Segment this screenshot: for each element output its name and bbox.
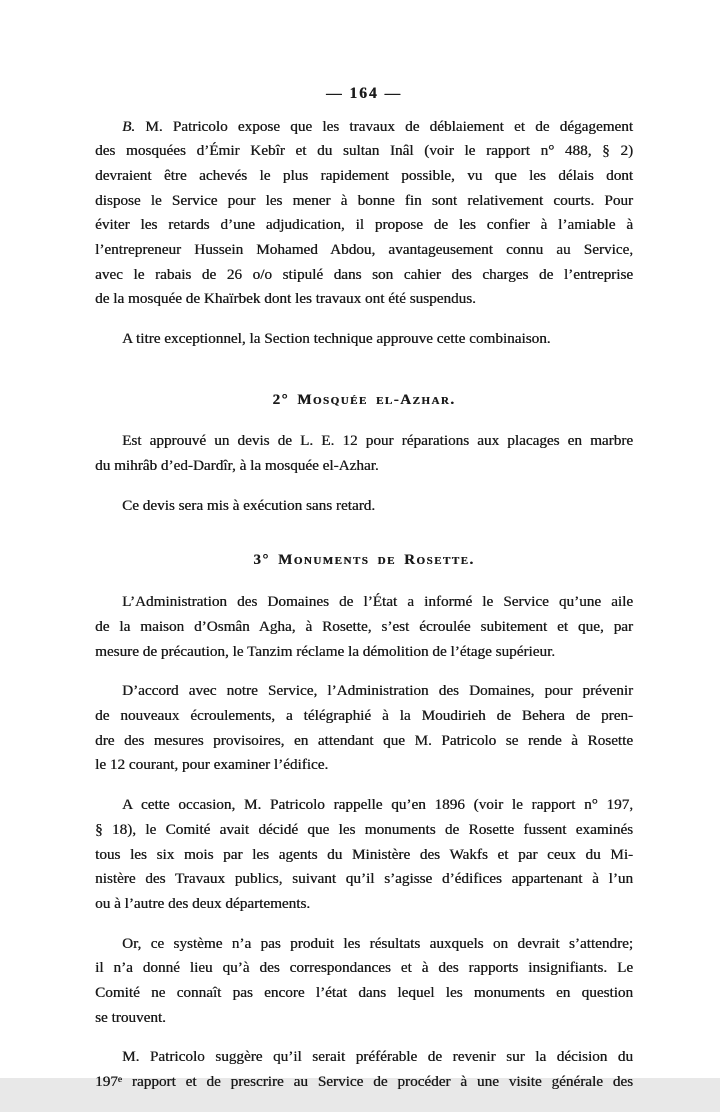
text-line: devraient être achevés le plus rapidement possible, vu que les délais dont — [95, 166, 633, 184]
text-line — [95, 115, 633, 140]
heading-title: Monuments de Rosette. — [278, 551, 475, 568]
page-content — [95, 82, 633, 1112]
section-deblaiement — [95, 115, 633, 352]
text-line: dre des mesures provisoires, en attendant que M. Patricolo se rende à Rosette — [95, 731, 633, 749]
text-line: il n’a donné lieu qu’à des correspondances et à des rapports insignifiants. Le — [95, 959, 633, 977]
text-line: Or, ce système n’a pas produit les résultats auxquels on devrait s’attendre; — [122, 934, 633, 952]
text-line: du mihrâb d’ed-Dardîr, à la mosquée el-Azhar. — [95, 457, 379, 475]
section-heading — [95, 548, 633, 573]
text-line: l’entrepreneur Hussein Mohamed Abdou, avantageusement connu au Service, — [95, 240, 633, 258]
text-line: § 18), le Comité avait décidé que les monuments de Rosette fussent examinés — [95, 820, 633, 838]
text-run: 197 — [95, 1073, 118, 1091]
paragraph-lead-italic: B. — [122, 117, 136, 135]
text-line: de la mosquée de Khaïrbek dont les travaux ont été suspendus. — [95, 290, 476, 308]
text-line: de la maison d’Osmân Agha, à Rosette, s’est écroulée subitement et que, par — [95, 617, 633, 635]
text-line: D’accord avec notre Service, l’Administration des Domaines, pour prévenir — [122, 682, 633, 700]
ordinal-superscript: e — [117, 1074, 122, 1085]
text-line: A titre exceptionnel, la Section technique approuve cette combinaison. — [122, 330, 551, 348]
text-line: L’Administration des Domaines de l’État a informé le Service qu’une aile — [122, 593, 633, 611]
heading-number: 3° — [253, 551, 270, 568]
text-line: Comité ne connaît pas encore l’état dans lequel les monuments en question — [95, 983, 633, 1001]
text-line: le 12 courant, pour examiner l’édifice. — [95, 756, 329, 774]
text-line: de nouveaux écroulements, a télégraphié à la Moudirieh de Behera de pren- — [95, 707, 633, 725]
text-line: des mosquées d’Émir Kebîr et du sultan Inâl (voir le rapport n° 488, § 2) — [95, 142, 633, 160]
text-line: dispose le Service pour les mener à bonne fin sont relativement courts. Pour — [95, 191, 633, 209]
text-run: rapport et de prescrire au Service de procéder à une visite générale des — [121, 1073, 633, 1091]
text-line: nistère des Travaux publics, suivant qu’il s’agisse d’édifices appartenant à l’un — [95, 870, 633, 888]
text-line: Ce devis sera mis à exécution sans retard. — [122, 496, 376, 514]
heading-number: 2° — [272, 391, 289, 408]
section-mosquee-el-azhar — [95, 388, 633, 519]
text-line: M. Patricolo suggère qu’il serait préférable de revenir sur la décision du — [122, 1048, 633, 1066]
text-line: éviter les retards d’une adjudication, il propose de les confier à l’amiable à — [95, 216, 633, 234]
text-line: A cette occasion, M. Patricolo rappelle qu’en 1896 (voir le rapport n° 197, — [122, 796, 633, 814]
text-line: se trouvent. — [95, 1008, 166, 1026]
heading-title: Mosquée el-Azhar. — [297, 391, 456, 408]
section-heading — [95, 388, 633, 413]
text-line: Est approuvé un devis de L. E. 12 pour réparations aux placages en marbre — [122, 432, 633, 450]
section-monuments-rosette — [95, 548, 633, 1097]
text-line: avec le rabais de 26 o/o stipulé dans son cahier des charges de l’entreprise — [95, 265, 633, 283]
text-run: M. Patricolo expose que les travaux de déblaiement et de dégagement — [145, 117, 633, 135]
text-line: mesure de précaution, le Tanzim réclame la démolition de l’étage supérieur. — [95, 642, 555, 660]
text-line: ou à l’autre des deux départements. — [95, 894, 311, 912]
text-line: tous les six mois par les agents du Ministère des Wakfs et par ceux du Mi- — [95, 845, 633, 863]
text-line — [95, 1070, 633, 1097]
page-number: — 164 — — [326, 85, 402, 102]
